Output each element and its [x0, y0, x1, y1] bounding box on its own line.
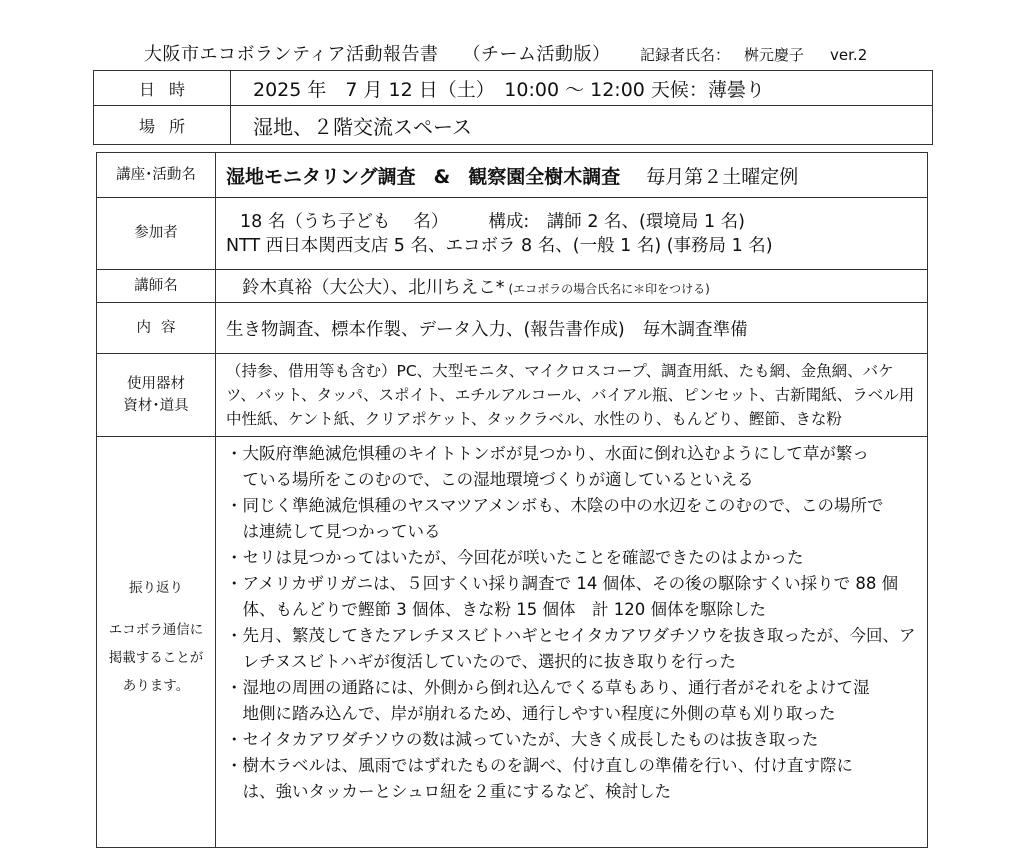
reflection-line: ・先月、繁茂してきたアレチヌスビトハギとセイタカアワダチソウを抜き取ったが、今回、ア: [226, 626, 916, 645]
recorder-name: 桝元慶子: [744, 46, 805, 64]
reflection-line: レチヌスビトハギが復活していたので、選択的に抜き取りを行った: [226, 652, 737, 671]
reflection-note-3: あります。: [122, 678, 190, 694]
content-row: [97, 303, 928, 354]
reflection-line: ・樹木ラベルは、風雨ではずれたものを調べ、付け直しの準備を行い、付け直す際に: [226, 756, 853, 775]
reflection-list: [226, 437, 923, 805]
reflection-line: ・アメリカザリガニは、５回すくい採り調査で 14 個体、その後の駆除すくい採りで 88 個: [226, 574, 899, 593]
datetime-value: 2025 年 7 月 12 日（土） 10:00 ～ 12:00 天候：薄曇り: [231, 71, 933, 106]
datetime-place-table: [93, 70, 933, 145]
place-value: 湿地、２階交流スペース: [231, 106, 933, 145]
reflection-line: 地側に踏み込んで、岸が崩れるため、通行しやすい程度に外側の草も刈り取った: [226, 704, 836, 723]
datetime-row: [94, 71, 933, 106]
activity-name-1: 湿地モニタリング調査: [226, 165, 416, 188]
activity-report-table: [96, 152, 928, 848]
lecturer-value: [216, 270, 928, 303]
reflection-line: ・セイタカアワダチソウの数は減っていたが、大きく成長したものは抜き取った: [226, 730, 819, 749]
reflection-line: ・大阪府準絶滅危惧種のキイトトンボが見つかり、水面に倒れ込むようにして草が繁っ: [226, 444, 869, 463]
activity-name-2: 観察園全樹木調査: [468, 165, 621, 188]
reflection-line: ている場所をこのむので、この湿地環境づくりが適しているといえる: [226, 470, 754, 489]
reflection-line: ・セリは見つかってはいたが、今回花が咲いたことを確認できたのはよかった: [226, 548, 804, 567]
reflection-line: は連続して見つかっている: [226, 522, 441, 541]
recorder-label: 記録者氏名：: [640, 46, 731, 64]
version-label: ver.2: [830, 46, 868, 64]
reflection-line: は、強いタッカーとシュロ紐を２重にするなど、検討した: [226, 782, 672, 801]
activity-label: 講座･活動名: [97, 153, 216, 198]
reflection-line: ・湿地の周囲の通路には、外側から倒れ込んでくる草もあり、通行者がそれをよけて湿: [226, 678, 870, 697]
document-header: [0, 40, 1024, 70]
reflection-note-2: 掲載することが: [108, 650, 204, 666]
content-extra: 毎木調査準備: [642, 319, 748, 340]
equipment-label: [97, 354, 216, 437]
content-value: [216, 303, 928, 354]
lecturer-label: 講師名: [97, 270, 216, 303]
activity-schedule: 毎月第２土曜定例: [646, 165, 799, 188]
datetime-label: 日時: [94, 71, 231, 106]
equipment-text: （持参、借用等も含む）PC、大型モニタ、マイクロスコープ、調査用紙、たも網、金魚網、バケツ、バット、タッパ、スポイト、エチルアルコール、バイアル瓶、ピンセット、古新聞紙、ラベル用中性紙、ケント紙、クリアポケット、タックラベル、水性のり、もんどり、鰹節、きな粉: [226, 362, 915, 428]
participants-count: 18 名（うち子ども 名）: [240, 211, 449, 232]
equipment-value: [216, 354, 928, 437]
reflection-note-1: エコボラ通信に: [108, 622, 204, 638]
equipment-label-line2: 資材･道具: [123, 398, 189, 414]
participants-breakdown: NTT 西日本関西支店 5 名、エコボラ 8 名、(一般 1 名) (事務局 1 名): [226, 235, 773, 256]
participants-label: 参加者: [97, 198, 216, 270]
reflection-line: ・同じく準絶滅危惧種のヤスマツアメンボも、木陰の中の水辺をこのむので、この場所で: [226, 496, 884, 515]
participants-composition: 構成: 講師 2 名、(環境局 1 名): [488, 211, 745, 232]
place-row: [94, 106, 933, 145]
participants-row: [97, 198, 928, 270]
equipment-row: [97, 354, 928, 437]
activity-value: [216, 153, 928, 198]
content-text: 生き物調査、標本作製、データ入力、(報告書作成): [226, 319, 625, 340]
activity-amp: &: [433, 165, 451, 188]
content-label: 内容: [97, 303, 216, 354]
reflection-label-text: 振り返り: [129, 580, 183, 596]
place-label: 場所: [94, 106, 231, 145]
activity-row: [97, 153, 928, 198]
reflection-line: 体、もんどりで鰹節 3 個体、きな粉 15 個体 計 120 個体を駆除した: [226, 600, 766, 619]
reflection-value: [216, 437, 928, 848]
lecturer-names: 鈴木真裕（大公大）、北川ちえこ*: [242, 277, 505, 298]
reflection-label: [97, 437, 216, 848]
participants-value: [216, 198, 928, 270]
title-text: 大阪市エコボランティア活動報告書: [144, 44, 439, 65]
subtitle-text: （チーム活動版）: [462, 44, 611, 65]
recorder-info: [640, 44, 867, 65]
equipment-label-line1: 使用器材: [127, 375, 185, 392]
lecturer-row: [97, 270, 928, 303]
document-title: [144, 40, 611, 66]
reflection-row: [97, 437, 928, 848]
lecturer-note: (エコボラの場合氏名に＊印をつける): [508, 281, 710, 296]
